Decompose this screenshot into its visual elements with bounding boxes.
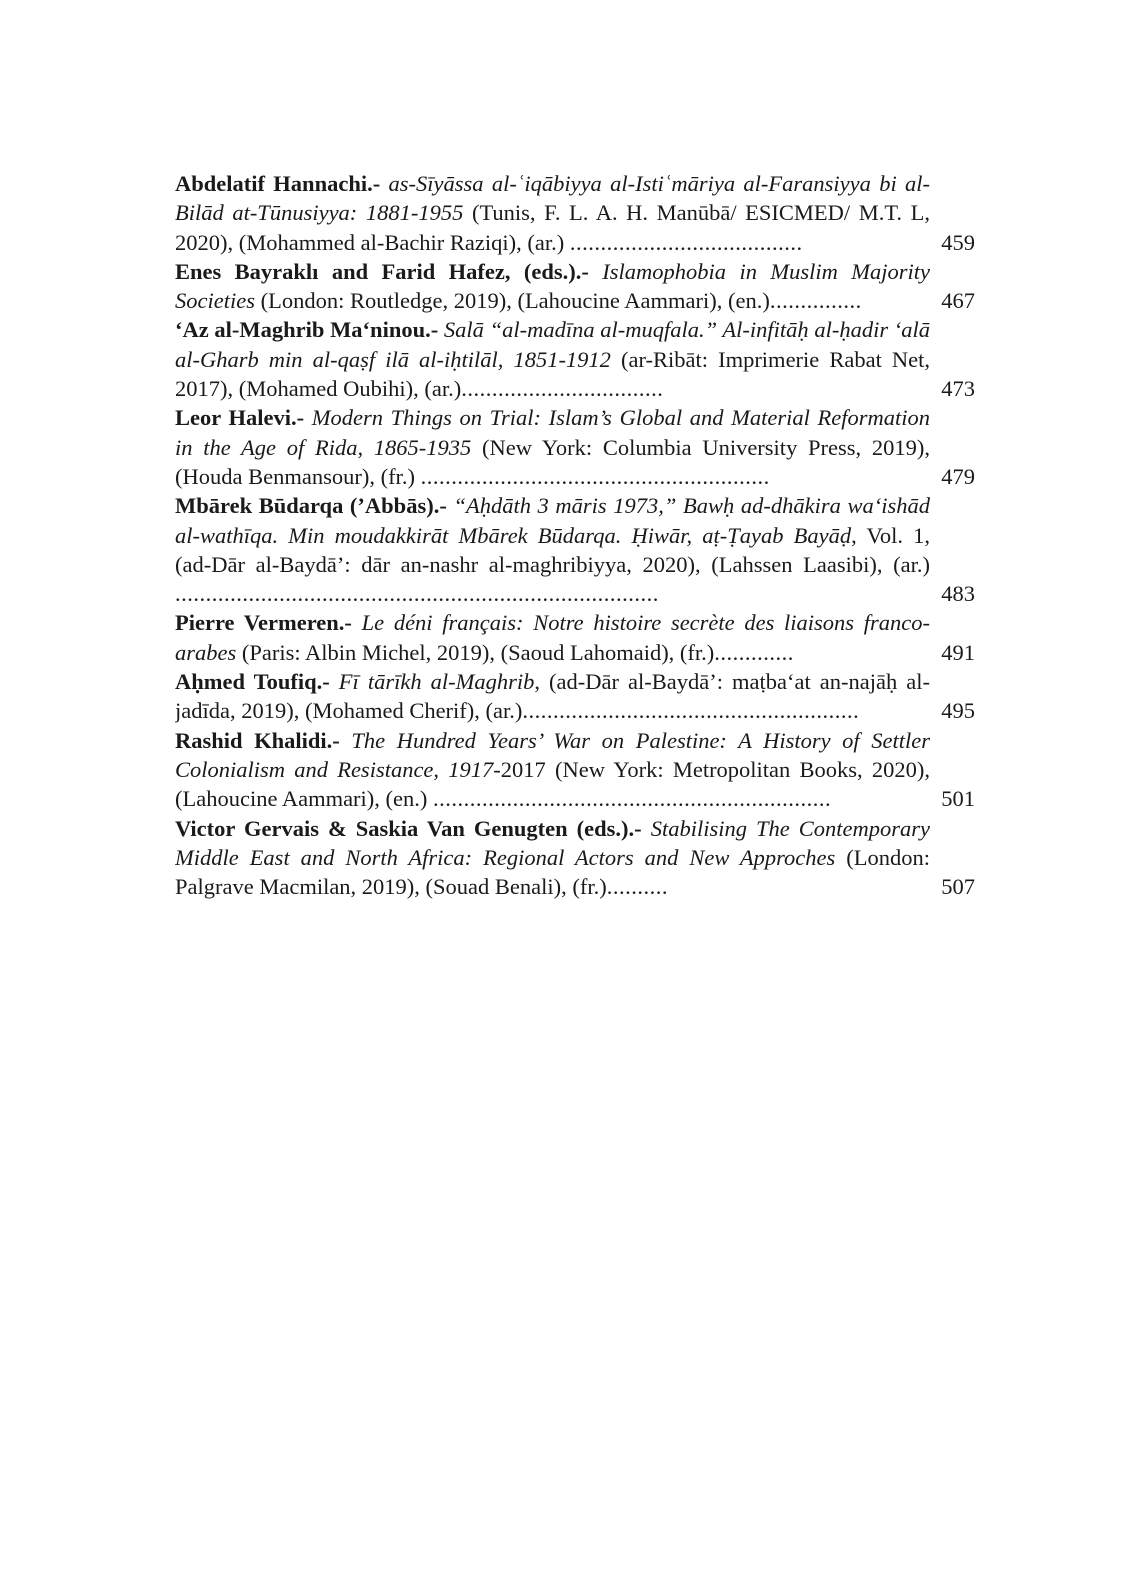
entry-title: “Aḥdāth 3 māris 1973,” Bawḥ ad-dhākira wa‘ishād al-wathīqa. Min moudakkirāt Mbārek Būdarqa. Ḥiwār, aṭ-Ṭayab Bayāḍ (175, 493, 930, 548)
entry-details: (New York: Metropolitan Books, 2020), (Lahoucine Aammari), (en.) (175, 756, 930, 812)
page-number: 467 (941, 288, 975, 314)
entry-author: Pierre Vermeren.- (175, 610, 352, 636)
entry-details: (London: Routledge, 2019), (Lahoucine Aammari), (en.) (260, 288, 770, 314)
entry-title: as-Sīyāssa al-ʿiqābiyya al-Istiʿmāriya al-Faransiyya bi al-Bilād at-Tūnusiyya: 1881-1955 (175, 171, 930, 226)
toc-entry (175, 726, 975, 814)
entry-title: Salā “al-madīna al-muqfala.” Al-infitāḥ al-ḥadir ‘alā al-Gharb min al-qaṣf ilā al-iḥtilāl, 1851-1912 (175, 317, 930, 372)
dot-leader: .......... (606, 874, 669, 900)
entry-details: (London: Palgrave Macmilan, 2019), (Souad Benali), (fr.) (175, 844, 930, 900)
dot-leader: ....................................................... (522, 698, 860, 724)
dot-leader: ................................. (461, 376, 664, 402)
entry-details: (Tunis, F. L. A. H. Manūbā/ ESICMED/ M.T. L, 2020), (Mohammed al-Bachir Raziqi), (ar.) (175, 200, 930, 255)
entry-title: Stabilising The Contemporary Middle East and North Africa: Regional Actors and New Approches (175, 815, 930, 870)
entry-author: Aḥmed Toufiq.- (175, 669, 330, 695)
page-number: 491 (941, 639, 975, 665)
entry-text (175, 169, 930, 257)
entry-author: Leor Halevi.- (175, 405, 305, 431)
toc-entry (175, 403, 975, 491)
toc-entry (175, 608, 975, 667)
toc-entry (175, 491, 975, 608)
entry-author: Abdelatif Hannachi.- (175, 171, 381, 196)
entry-title: Fī tārīkh al-Maghrib (338, 669, 535, 695)
entry-details: (New York: Columbia University Press, 2019), (Houda Benmansour), (fr.) (175, 434, 930, 489)
entry-title-tail: -2017 (493, 756, 546, 782)
entry-title: The Hundred Years’ War on Palestine: A History of Settler Colonialism and Resistance, 1917 (175, 727, 930, 782)
entry-details: (Paris: Albin Michel, 2019), (Saoud Lahomaid), (fr.) (241, 639, 715, 665)
entry-title: Le déni français: Notre histoire secrète des liaisons franco-arabes (175, 610, 930, 665)
table-of-contents (175, 169, 975, 901)
page-number: 459 (941, 229, 975, 255)
entry-author: Enes Bayraklı and Farid Hafez, (eds.).- (175, 258, 589, 284)
dot-leader: ......................................................... (420, 463, 770, 489)
entry-author: ‘Az al-Maghrib Ma‘ninou.- (175, 317, 439, 343)
toc-entry (175, 315, 975, 403)
entry-details: , Vol. 1, (ad-Dār al-Baydā’: dār an-nashr al-maghribiyya, 2020), (Lahssen Laasibi), (ar.) (175, 522, 930, 577)
entry-text (175, 491, 930, 608)
entry-author: Rashid Khalidi.- (175, 727, 340, 753)
entry-text (175, 814, 930, 902)
dot-leader: ............................................................................... (175, 581, 659, 607)
entry-text (175, 608, 930, 667)
entry-author: Mbārek Būdarqa (’Abbās).- (175, 493, 447, 519)
toc-entry (175, 814, 975, 902)
entry-text (175, 257, 930, 316)
toc-entry (175, 667, 975, 726)
entry-text (175, 667, 930, 726)
entry-text (175, 726, 930, 814)
page-number: 507 (941, 874, 975, 900)
entry-title: Islamophobia in Muslim Majority Societies (175, 258, 930, 314)
toc-entry (175, 169, 975, 257)
entry-title: Modern Things on Trial: Islam’s Global and Material Reformation in the Age of Rida, 1865-1935 (175, 405, 930, 460)
toc-entry (175, 257, 975, 316)
page-number: 483 (941, 581, 975, 607)
page-number: 501 (941, 786, 975, 812)
entry-author: Victor Gervais & Saskia Van Genugten (eds.).- (175, 815, 642, 841)
dot-leader: ............. (714, 639, 794, 665)
entry-details: , (ad-Dār al-Baydā’: maṭba‘at an-najāḥ al-jadīda, 2019), (Mohamed Cherif), (ar.) (175, 669, 930, 724)
page-number: 495 (941, 698, 975, 724)
entry-details: (ar-Ribāt: Imprimerie Rabat Net, 2017), (Mohamed Oubihi), (ar.) (175, 346, 930, 402)
dot-leader: ...................................... (569, 229, 803, 255)
page-number: 473 (941, 376, 975, 402)
page-number: 479 (941, 463, 975, 489)
entry-text (175, 403, 930, 491)
dot-leader: ................................................................. (433, 786, 832, 812)
entry-text (175, 315, 930, 403)
dot-leader: ............... (769, 288, 862, 314)
